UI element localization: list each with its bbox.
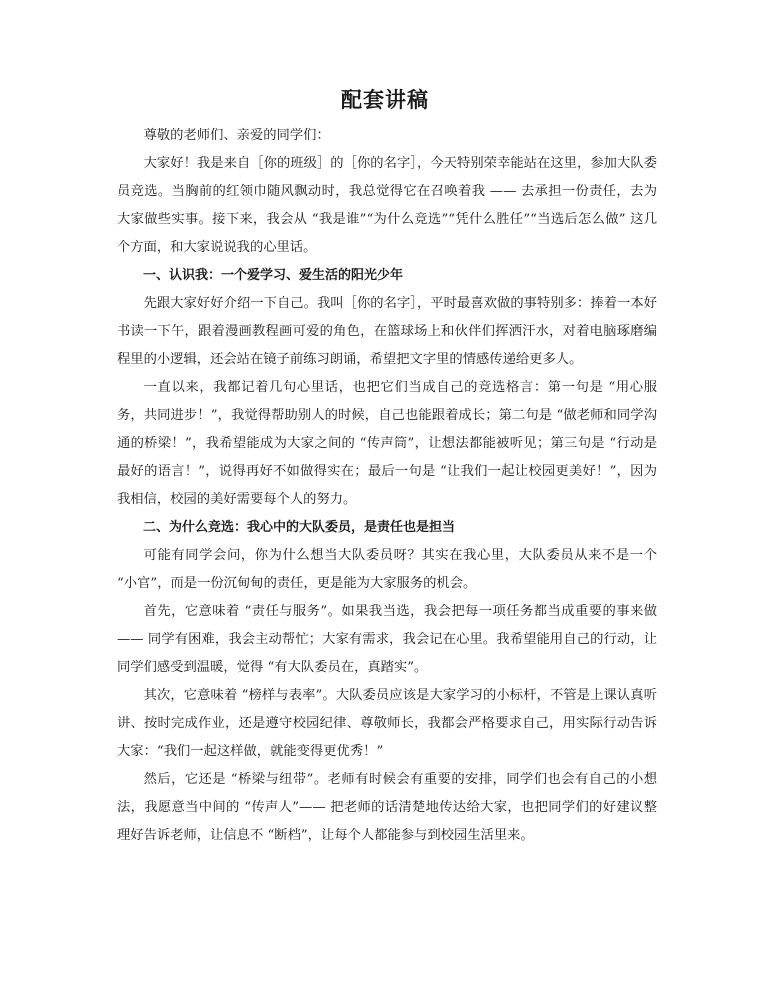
paragraph: 然后，它还是 “桥梁与纽带”。老师有时候会有重要的安排，同学们也会有自己的小想法，我愿意当中间的 “传声人”—— 把老师的话清楚地传达给大家，也把同学们的好建议整理好告诉老师，让信息不 “断档”，让每个人都能参与到校园生活里来。	[117, 772, 657, 843]
paragraph: 可能有同学会问，你为什么想当大队委员呀？其实在我心里，大队委员从来不是一个 “小官”，而是一份沉甸甸的责任，更是能为大家服务的机会。	[117, 548, 657, 591]
greeting-paragraph: 尊敬的老师们、亲爱的同学们：	[143, 128, 330, 143]
page-title: 配套讲稿	[341, 88, 429, 112]
paragraph: 一直以来，我都记着几句心里话，也把它们当成自己的竞选格言：第一句是 “用心服务，共同进步！”，我觉得帮助别人的时候，自己也能跟着成长；第二句是 “做老师和同学沟通的桥梁！”，我希望能成为大家之间的 “传声筒”，让想法都能被听见；第三句是 “行动是最好的语言！”，说得再好不如做得实在；最后一句是 “让我们一起让校园更美好！”，因为我相信，校园的美好需要每个人的努力。	[117, 380, 657, 507]
speech-body	[117, 122, 657, 850]
paragraph: 首先，它意味着 “责任与服务”。如果我当选，我会把每一项任务都当成重要的事来做 —— 同学有困难，我会主动帮忙；大家有需求，我会记在心里。我希望能用自己的行动，让同学们感受到温暖，觉得 “有大队委员在，真踏实”。	[117, 604, 657, 675]
intro-paragraph: 大家好！我是来自［你的班级］的［你的名字］，今天特别荣幸能站在这里，参加大队委员竞选。当胸前的红领巾随风飘动时，我总觉得它在召唤着我 —— 去承担一份责任，去为大家做些实事。接下来，我会从 “我是谁”“为什么竞选”“凭什么胜任”“当选后怎么做” 这几个方面，和大家说说我的心里话。	[117, 156, 657, 255]
paragraph: 其次，它意味着 “榜样与表率”。大队委员应该是大家学习的小标杆，不管是上课认真听讲、按时完成作业，还是遵守校园纪律、尊敬师长，我都会严格要求自己，用实际行动告诉大家：“我们一起这样做，就能变得更优秀！”	[117, 688, 657, 759]
section-heading-1: 一、认识我：一个爱学习、爱生活的阳光少年	[143, 268, 404, 283]
section-heading-2: 二、为什么竞选：我心中的大队委员，是责任也是担当	[143, 520, 456, 535]
paragraph: 先跟大家好好介绍一下自己。我叫［你的名字］，平时最喜欢做的事特别多：捧着一本好书读一下午，跟着漫画教程画可爱的角色，在篮球场上和伙伴们挥洒汗水，对着电脑琢磨编程里的小逻辑，还会站在镜子前练习朗诵，希望把文字里的情感传递给更多人。	[117, 296, 657, 367]
